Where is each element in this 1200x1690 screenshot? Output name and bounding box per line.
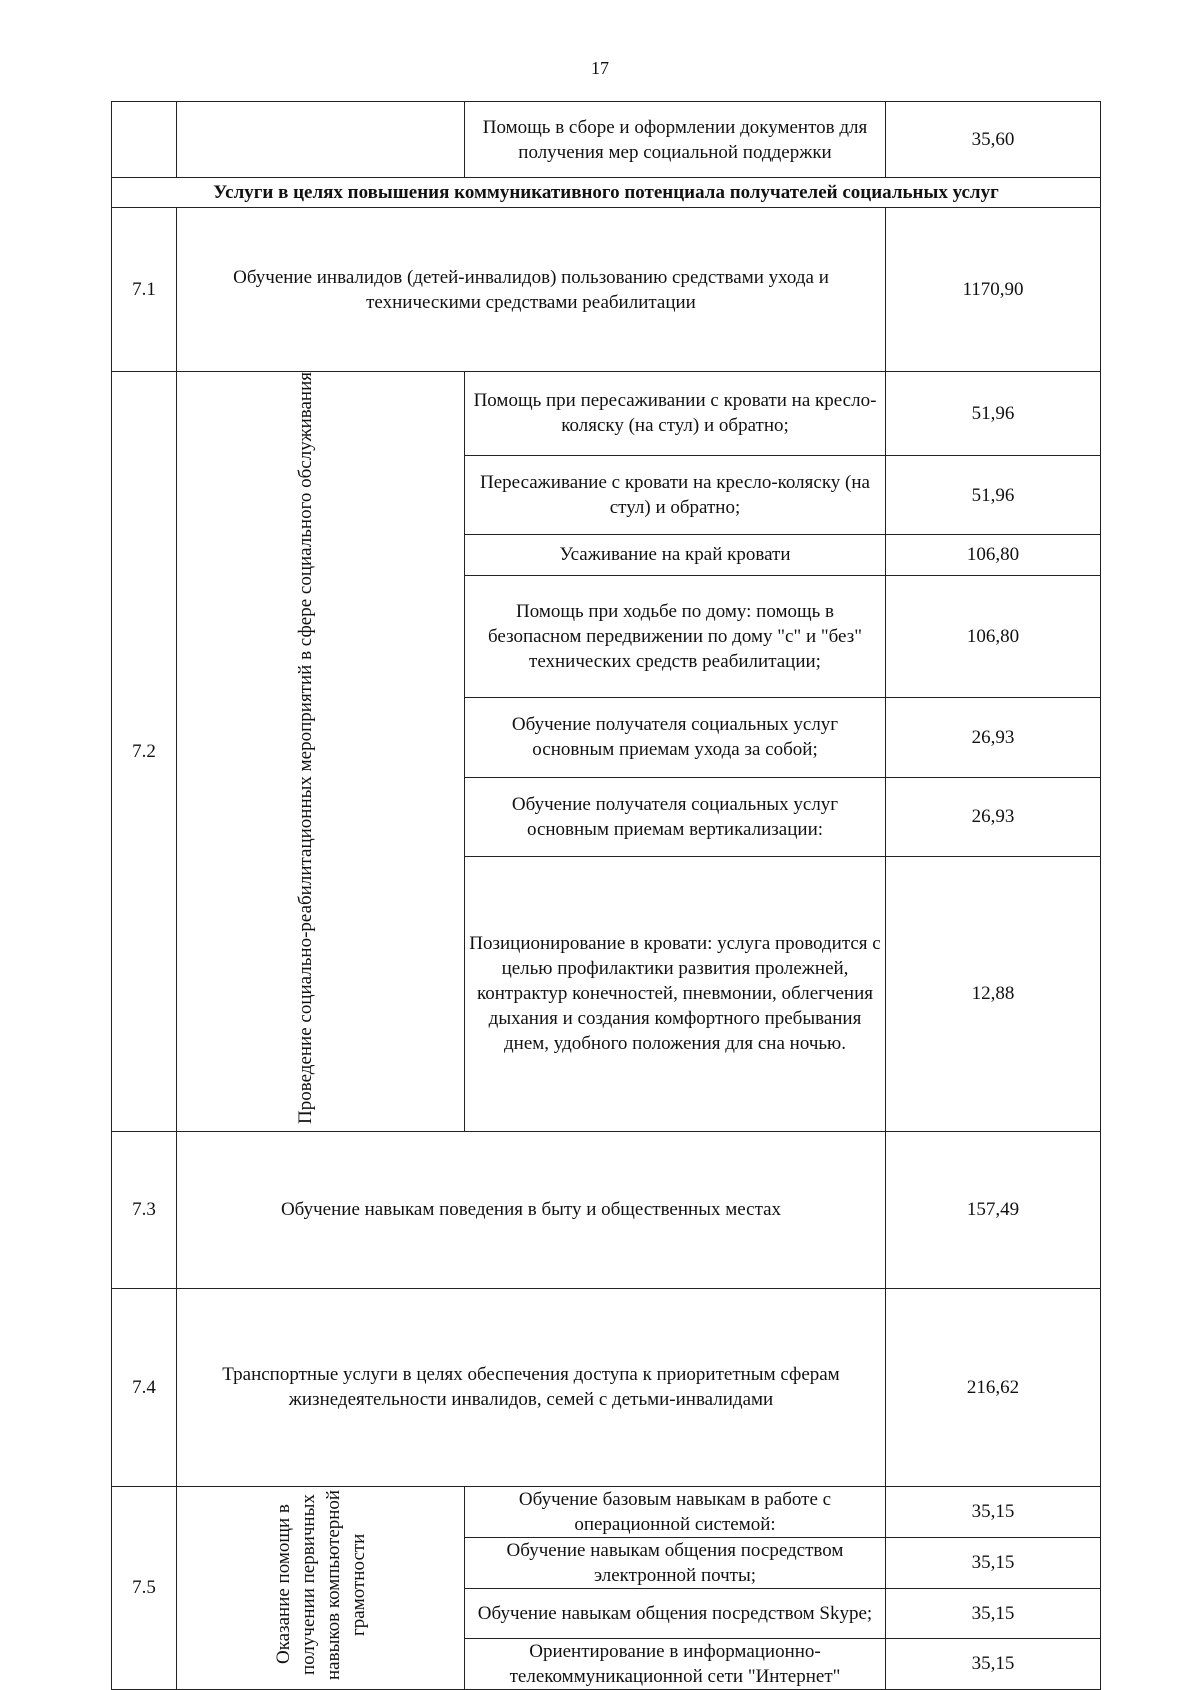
page-number: 17	[591, 58, 609, 78]
service-name: Обучение навыкам общения посредством электронной почты;	[465, 1537, 886, 1588]
service-name: Обучение навыкам поведения в быту и общественных местах	[177, 1131, 886, 1288]
service-price: 157,49	[886, 1131, 1101, 1288]
table-row	[112, 1131, 1101, 1288]
table-row	[112, 372, 1101, 456]
service-price: 106,80	[886, 575, 1101, 698]
service-price: 35,60	[886, 102, 1101, 178]
group-label: Оказание помощи в получении первичных навыков компьютерной грамотности	[272, 1489, 369, 1680]
service-price: 106,80	[886, 535, 1101, 575]
service-price: 51,96	[886, 455, 1101, 534]
service-price: 26,93	[886, 698, 1101, 777]
service-name: Обучение инвалидов (детей-инвалидов) пользованию средствами ухода и техническими средствами реабилитации	[177, 208, 886, 372]
group-label: Проведение социально-реабилитационных мероприятий в сфере социального обслуживания	[295, 372, 316, 1124]
service-name: Помощь в сборе и оформлении документов для получения мер социальной поддержки	[465, 102, 886, 178]
table-row	[112, 1288, 1101, 1486]
service-price: 35,15	[886, 1486, 1101, 1537]
service-price: 35,15	[886, 1537, 1101, 1588]
service-name: Обучение получателя социальных услуг основным приемам вертикализации:	[465, 777, 886, 856]
service-price: 35,15	[886, 1588, 1101, 1638]
row-number: 7.1	[112, 208, 177, 372]
table-row	[112, 208, 1101, 372]
row-number: 7.5	[112, 1486, 177, 1689]
table-row	[112, 1486, 1101, 1537]
service-name: Обучение получателя социальных услуг основным приемам ухода за собой;	[465, 698, 886, 777]
section-heading: Услуги в целях повышения коммуникативного потенциала получателей социальных услуг	[112, 178, 1101, 208]
num-cell	[112, 102, 177, 178]
service-price: 51,96	[886, 372, 1101, 456]
service-name: Помощь при ходьбе по дому: помощь в безопасном передвижении по дому "с" и "без" технических средств реабилитации;	[465, 575, 886, 698]
service-name: Усаживание на край кровати	[465, 535, 886, 575]
service-name: Транспортные услуги в целях обеспечения доступа к приоритетным сферам жизнедеятельности инвалидов, семей с детьми-инвалидами	[177, 1288, 886, 1486]
service-name: Обучение базовым навыкам в работе с операционной системой:	[465, 1486, 886, 1537]
service-name: Позиционирование в кровати: услуга проводится с целью профилактики развития пролежней, контрактур конечностей, пневмонии, облегчения дыхания и создания комфортного пребывания днем, удобного положения для сна ночью.	[465, 856, 886, 1131]
service-name: Обучение навыкам общения посредством Skype;	[465, 1588, 886, 1638]
service-price: 35,15	[886, 1638, 1101, 1689]
services-table	[111, 101, 1101, 1690]
service-price: 12,88	[886, 856, 1101, 1131]
group-cell	[177, 372, 465, 1132]
row-number: 7.2	[112, 372, 177, 1132]
service-name: Пересаживание с кровати на кресло-коляску (на стул) и обратно;	[465, 455, 886, 534]
service-name: Ориентирование в информационно-телекоммуникационной сети "Интернет"	[465, 1638, 886, 1689]
group-cell	[177, 102, 465, 178]
service-price: 216,62	[886, 1288, 1101, 1486]
group-cell	[177, 1486, 465, 1689]
table-row	[112, 102, 1101, 178]
service-price: 26,93	[886, 777, 1101, 856]
service-name: Помощь при пересаживании с кровати на кресло-коляску (на стул) и обратно;	[465, 372, 886, 456]
row-number: 7.3	[112, 1131, 177, 1288]
section-heading-row	[112, 178, 1101, 208]
service-price: 1170,90	[886, 208, 1101, 372]
row-number: 7.4	[112, 1288, 177, 1486]
